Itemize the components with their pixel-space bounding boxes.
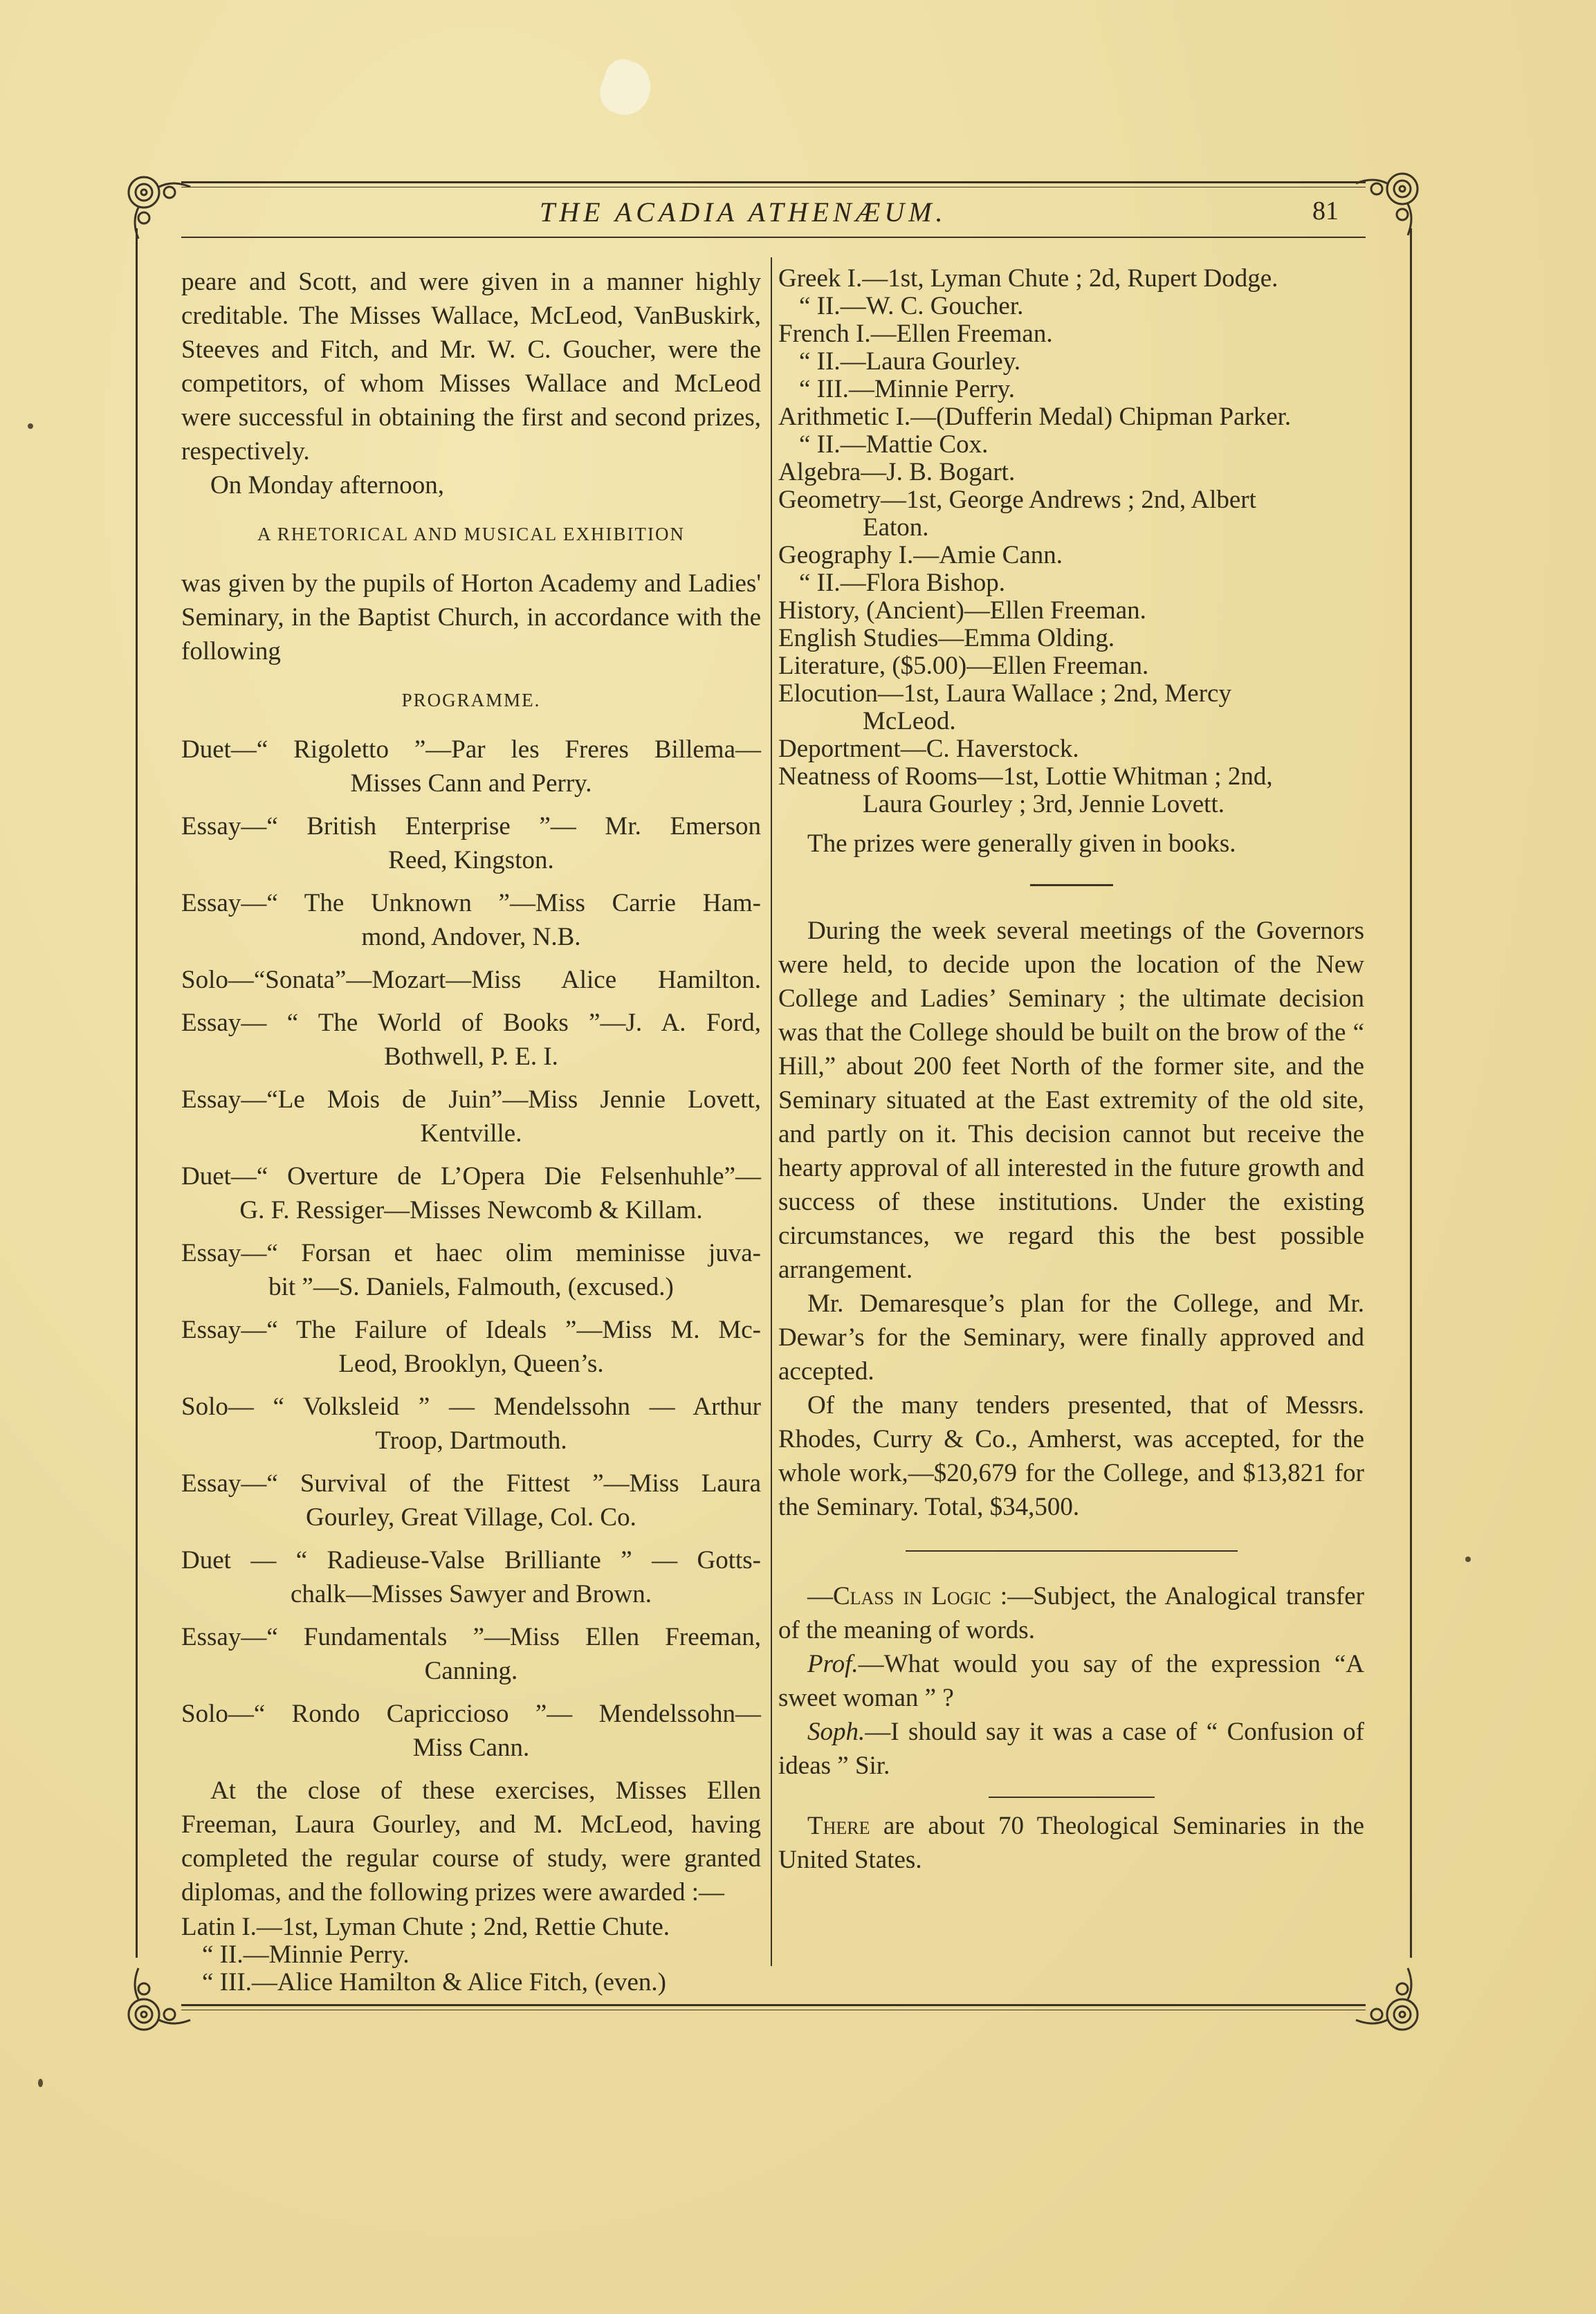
- programme-item-cont: Bothwell, P. E. I.: [384, 1043, 558, 1071]
- programme-item-cont: Kentville.: [420, 1119, 522, 1148]
- programme-list: [181, 733, 761, 1765]
- prize-line: Latin I.—1st, Lyman Chute ; 2nd, Rettie Chute.: [181, 1913, 670, 1941]
- programme-item-cont: Reed, Kingston.: [388, 846, 554, 874]
- programme-item: [181, 1159, 761, 1227]
- programme-item: [181, 1083, 761, 1150]
- programme-item-line: Essay—“ Forsan et haec olim meminisse juva-: [181, 1239, 761, 1267]
- programme-item-line: Solo— “ Volksleid ” — Mendelssohn — Arthur: [181, 1393, 761, 1421]
- logic-label: —Class in Logic :: [807, 1582, 1008, 1610]
- programme-item-line: Duet—“ Rigoletto ”—Par les Freres Billema—: [181, 735, 761, 764]
- there-label: There: [807, 1812, 870, 1840]
- prof-label: Prof.: [807, 1650, 859, 1678]
- paper-tear: [594, 54, 658, 121]
- meetings-paragraph: During the week several meetings of the Governors were held, to decide upon the location of the New College and Ladies’ Seminary ; the ultimate decision was that the College should be built on the brow of the “ Hill,” about 200 feet North of the former site, and the Seminary situated at the East extremity of the old site, and partly on it. This decision cannot but receive the hearty approval of all interested in the future growth and success of these institutions. Under the existing circumstances, we regard this the best possible arrangement.: [778, 917, 1364, 1284]
- prize-line: Greek I.—1st, Lyman Chute ; 2d, Rupert Dodge.: [778, 264, 1278, 293]
- page-number: 81: [1312, 196, 1339, 226]
- prize-line: Algebra—J. B. Bogart.: [778, 458, 1016, 486]
- programme-item: [181, 886, 761, 954]
- programme-item: [181, 1390, 761, 1458]
- prize-line: French I.—Ellen Freeman.: [778, 320, 1053, 348]
- close-paragraph: At the close of these exercises, Misses Ellen Freeman, Laura Gourley, and M. McLeod, having completed the regular course of study, were granted diplomas, and the following prizes were awarded :—: [181, 1776, 761, 1907]
- left-prize-list: [181, 1913, 761, 1996]
- intro-paragraph: peare and Scott, and were given in a manner highly creditable. The Misses Wallace, McLeod, VanBuskirk, Steeves and Fitch, and Mr. W. C. Goucher, were the competitors, of whom Misses Wallace and McLeod were successful in obtaining the first and second prizes, respectively.: [181, 268, 761, 466]
- programme-item: [181, 1543, 761, 1611]
- prize-line: “ III.—Alice Hamilton & Alice Fitch, (even.): [202, 1968, 666, 1996]
- column-divider: [771, 257, 772, 1966]
- prof-paragraph: [778, 1647, 1364, 1715]
- programme-item: [181, 963, 761, 997]
- programme-item-line: Solo—“Sonata”—Mozart—Miss Alice Hamilton.: [181, 966, 761, 994]
- prize-line-cont: McLeod.: [863, 707, 956, 735]
- paper-speck: [1465, 1557, 1471, 1562]
- programme-item-cont: chalk—Misses Sawyer and Brown.: [290, 1580, 652, 1608]
- monday-line: On Monday afternoon,: [210, 471, 445, 499]
- programme-item-line: Essay—“Le Mois de Juin”—Miss Jennie Lovett,: [181, 1085, 761, 1114]
- programme-item-line: Solo—“ Rondo Capriccioso ”— Mendelssohn—: [181, 1700, 761, 1728]
- soph-text: —I should say it was a case of “ Confusion of ideas ” Sir.: [778, 1718, 1364, 1780]
- programme-item-line: Essay—“ The Unknown ”—Miss Carrie Ham-: [181, 889, 761, 917]
- section-rule: [1030, 884, 1113, 886]
- prize-line: Arithmetic I.—(Dufferin Medal) Chipman Parker.: [778, 403, 1292, 431]
- right-column: [778, 265, 1364, 1877]
- frame-right-rule: [1410, 228, 1412, 1958]
- prize-line-cont: Laura Gourley ; 3rd, Jennie Lovett.: [863, 790, 1224, 818]
- left-column: [181, 265, 761, 1996]
- prize-line: Literature, ($5.00)—Ellen Freeman.: [778, 652, 1149, 680]
- soph-paragraph: [778, 1715, 1364, 1783]
- prize-line: Neatness of Rooms—1st, Lottie Whitman ; 2nd,: [778, 762, 1273, 791]
- frame-left-rule: [136, 228, 138, 1958]
- programme-item: [181, 733, 761, 800]
- programme-item-line: Essay—“ The Failure of Ideals ”—Miss M. Mc-: [181, 1316, 761, 1344]
- programme-item: [181, 1620, 761, 1688]
- programme-item: [181, 809, 761, 877]
- programme-item-line: Essay—“ Fundamentals ”—Miss Ellen Freeman,: [181, 1623, 761, 1651]
- tenders-paragraph: Of the many tenders presented, that of Messrs. Rhodes, Curry & Co., Amherst, was accepted, for the whole work,—$20,679 for the College, and $13,821 for the Seminary. Total, $34,500.: [778, 1391, 1364, 1521]
- prize-line-cont: Eaton.: [863, 513, 929, 542]
- seminaries-text: are about 70 Theological Seminaries in the United States.: [778, 1812, 1364, 1874]
- prize-line: Deportment—C. Haverstock.: [778, 735, 1079, 763]
- programme-item: [181, 1467, 761, 1534]
- programme-item: [181, 1697, 761, 1765]
- frame-top-rule: [181, 181, 1366, 183]
- programme-item-cont: Misses Cann and Perry.: [350, 769, 592, 798]
- page-header-title: THE ACADIA ATHENÆUM.: [540, 196, 947, 228]
- seminaries-paragraph: [778, 1809, 1364, 1877]
- soph-label: Soph.: [807, 1718, 865, 1746]
- programme-item: [181, 1006, 761, 1074]
- programme-item-line: Duet—“ Overture de L’Opera Die Felsenhuhle”—: [181, 1162, 761, 1191]
- programme-item-cont: Leod, Brooklyn, Queen’s.: [338, 1350, 604, 1378]
- prof-text: —What would you say of the expression “A sweet woman ” ?: [778, 1650, 1364, 1712]
- programme-item-cont: Canning.: [424, 1657, 518, 1685]
- prize-line: Geometry—1st, George Andrews ; 2nd, Albert: [778, 486, 1256, 514]
- prize-line: English Studies—Emma Olding.: [778, 624, 1115, 652]
- programme-item-line: Essay—“ British Enterprise ”— Mr. Emerson: [181, 812, 761, 841]
- programme-item: [181, 1236, 761, 1304]
- frame-bottom-rule: [181, 2004, 1366, 2006]
- paper-speck: [38, 2079, 43, 2087]
- prize-line: “ II.—Minnie Perry.: [202, 1940, 410, 1969]
- prize-line: “ II.—W. C. Goucher.: [799, 292, 1024, 320]
- programme-item-cont: G. F. Ressiger—Misses Newcomb & Killam.: [239, 1196, 703, 1224]
- corner-ornament-top-right: [1352, 163, 1429, 239]
- programme-item-line: Essay— “ The World of Books ”—J. A. Ford,: [181, 1009, 761, 1037]
- prize-line: “ II.—Flora Bishop.: [799, 569, 1006, 597]
- programme-item-cont: mond, Andover, N.B.: [361, 923, 581, 951]
- prize-line: Elocution—1st, Laura Wallace ; 2nd, Mercy: [778, 679, 1231, 708]
- plans-paragraph: Mr. Demaresque’s plan for the College, and Mr. Dewar’s for the Seminary, were finally approved and accepted.: [778, 1289, 1364, 1386]
- section-rule: [989, 1797, 1155, 1798]
- prizes-note: The prizes were generally given in books.: [807, 829, 1236, 858]
- prize-line: “ III.—Minnie Perry.: [799, 375, 1016, 403]
- programme-item-line: Duet — “ Radieuse-Valse Brilliante ” — Gotts-: [181, 1546, 761, 1574]
- logic-paragraph: [778, 1579, 1364, 1647]
- section-rule: [906, 1550, 1238, 1552]
- programme-item-cont: Miss Cann.: [412, 1734, 530, 1762]
- right-prize-list: [778, 265, 1364, 818]
- programme-item-cont: Gourley, Great Village, Col. Co.: [306, 1503, 636, 1532]
- corner-ornament-bottom-right: [1352, 1965, 1429, 2041]
- prize-line: “ II.—Mattie Cox.: [799, 430, 989, 459]
- exhibition-paragraph: was given by the pupils of Horton Academy and Ladies' Seminary, in the Baptist Church, in accordance with the following: [181, 569, 761, 665]
- prize-line: “ II.—Laura Gourley.: [799, 347, 1021, 376]
- programme-item-line: Essay—“ Survival of the Fittest ”—Miss Laura: [181, 1469, 761, 1498]
- prize-line: Geography I.—Amie Cann.: [778, 541, 1063, 569]
- header-rule: [181, 237, 1366, 238]
- corner-ornament-top-left: [118, 166, 194, 242]
- programme-item-cont: bit ”—S. Daniels, Falmouth, (excused.): [268, 1273, 674, 1301]
- exhibition-heading: A RHETORICAL AND MUSICAL EXHIBITION: [257, 524, 685, 544]
- programme-item: [181, 1313, 761, 1381]
- prize-line: History, (Ancient)—Ellen Freeman.: [778, 596, 1146, 625]
- programme-heading: PROGRAMME.: [401, 690, 541, 710]
- programme-item-cont: Troop, Dartmouth.: [375, 1426, 567, 1455]
- paper-speck: [28, 423, 33, 429]
- logic-text: —Subject, the Analogical transfer of the meaning of words.: [778, 1582, 1364, 1644]
